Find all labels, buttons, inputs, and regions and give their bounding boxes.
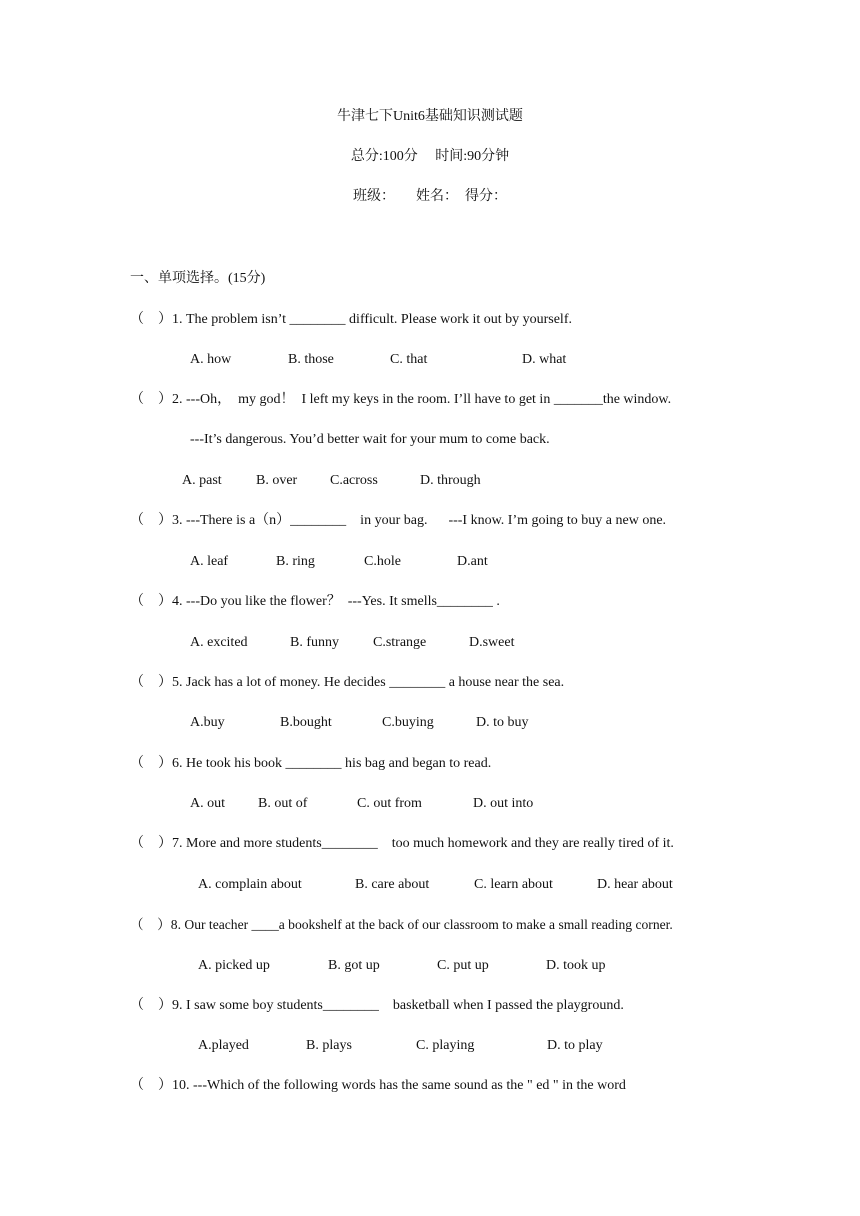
q8-option-c: C. put up xyxy=(437,958,489,973)
q8-option-b: B. got up xyxy=(328,958,380,973)
q2-option-d: D. through xyxy=(420,473,481,488)
section-heading: 一、单项选择。(15分) xyxy=(130,271,266,286)
q3-option-c: C.hole xyxy=(364,554,401,569)
q6-option-b: B. out of xyxy=(258,796,308,811)
q4-option-b: B. funny xyxy=(290,635,339,650)
q8-option-a: A. picked up xyxy=(198,958,270,973)
q9-option-d: D. to play xyxy=(547,1038,603,1053)
q9-option-b: B. plays xyxy=(306,1038,352,1053)
q5-option-c: C.buying xyxy=(382,715,434,730)
q1-option-c: C. that xyxy=(390,352,428,367)
q3-option-d: D.ant xyxy=(457,554,488,569)
q5-option-a: A.buy xyxy=(190,715,225,730)
question-2-stem: （ ）2. ---Oh， my god！ I left my keys in the room. I’ll have to get in _______the window. xyxy=(130,392,672,407)
question-6-stem: （ ）6. He took his book ________ his bag and began to read. xyxy=(130,756,492,771)
question-7-stem: （ ）7. More and more students________ too much homework and they are really tired of it. xyxy=(130,836,674,851)
question-9-stem: （ ）9. I saw some boy students________ basketball when I passed the playground. xyxy=(130,998,624,1013)
question-2-stem-line2: ---It’s dangerous. You’d better wait for your mum to come back. xyxy=(190,432,550,447)
question-4-stem: （ ）4. ---Do you like the flower？ ---Yes. It smells________ . xyxy=(130,594,500,609)
q4-option-d: D.sweet xyxy=(469,635,515,650)
question-8-stem: （ ）8. Our teacher ____a bookshelf at the back of our classroom to make a small reading corner. xyxy=(130,917,673,932)
question-3-stem: （ ）3. ---There is a（n）________ in your bag. ---I know. I’m going to buy a new one. xyxy=(130,513,667,528)
q9-option-a: A.played xyxy=(198,1038,249,1053)
q5-option-d: D. to buy xyxy=(476,715,529,730)
q7-option-d: D. hear about xyxy=(597,877,673,892)
question-5-stem: （ ）5. Jack has a lot of money. He decides ________ a house near the sea. xyxy=(130,675,565,690)
document-title: 牛津七下Unit6基础知识测试题 xyxy=(337,109,523,124)
q6-option-a: A. out xyxy=(190,796,225,811)
q7-option-c: C. learn about xyxy=(474,877,553,892)
q4-option-c: C.strange xyxy=(373,635,427,650)
q1-option-d: D. what xyxy=(522,352,567,367)
q7-option-b: B. care about xyxy=(355,877,430,892)
q1-option-b: B. those xyxy=(288,352,334,367)
q6-option-c: C. out from xyxy=(357,796,422,811)
q5-option-b: B.bought xyxy=(280,715,332,730)
score-time-line: 总分:100分 时间:90分钟 xyxy=(350,149,510,164)
q7-option-a: A. complain about xyxy=(198,877,302,892)
q1-option-a: A. how xyxy=(190,352,232,367)
q2-option-a: A. past xyxy=(182,473,222,488)
q6-option-d: D. out into xyxy=(473,796,534,811)
q8-option-d: D. took up xyxy=(546,958,606,973)
q4-option-a: A. excited xyxy=(190,635,248,650)
question-10-stem: （ ）10. ---Which of the following words has the same sound as the " ed " in the word xyxy=(130,1078,626,1093)
q2-option-c: C.across xyxy=(330,473,378,488)
q3-option-a: A. leaf xyxy=(190,554,229,569)
q3-option-b: B. ring xyxy=(276,554,315,569)
student-info-line: 班级： 姓名： 得分： xyxy=(353,189,507,204)
q2-option-b: B. over xyxy=(256,473,298,488)
question-1-stem: （ ）1. The problem isn’t ________ difficult. Please work it out by yourself. xyxy=(130,312,572,327)
q9-option-c: C. playing xyxy=(416,1038,475,1053)
